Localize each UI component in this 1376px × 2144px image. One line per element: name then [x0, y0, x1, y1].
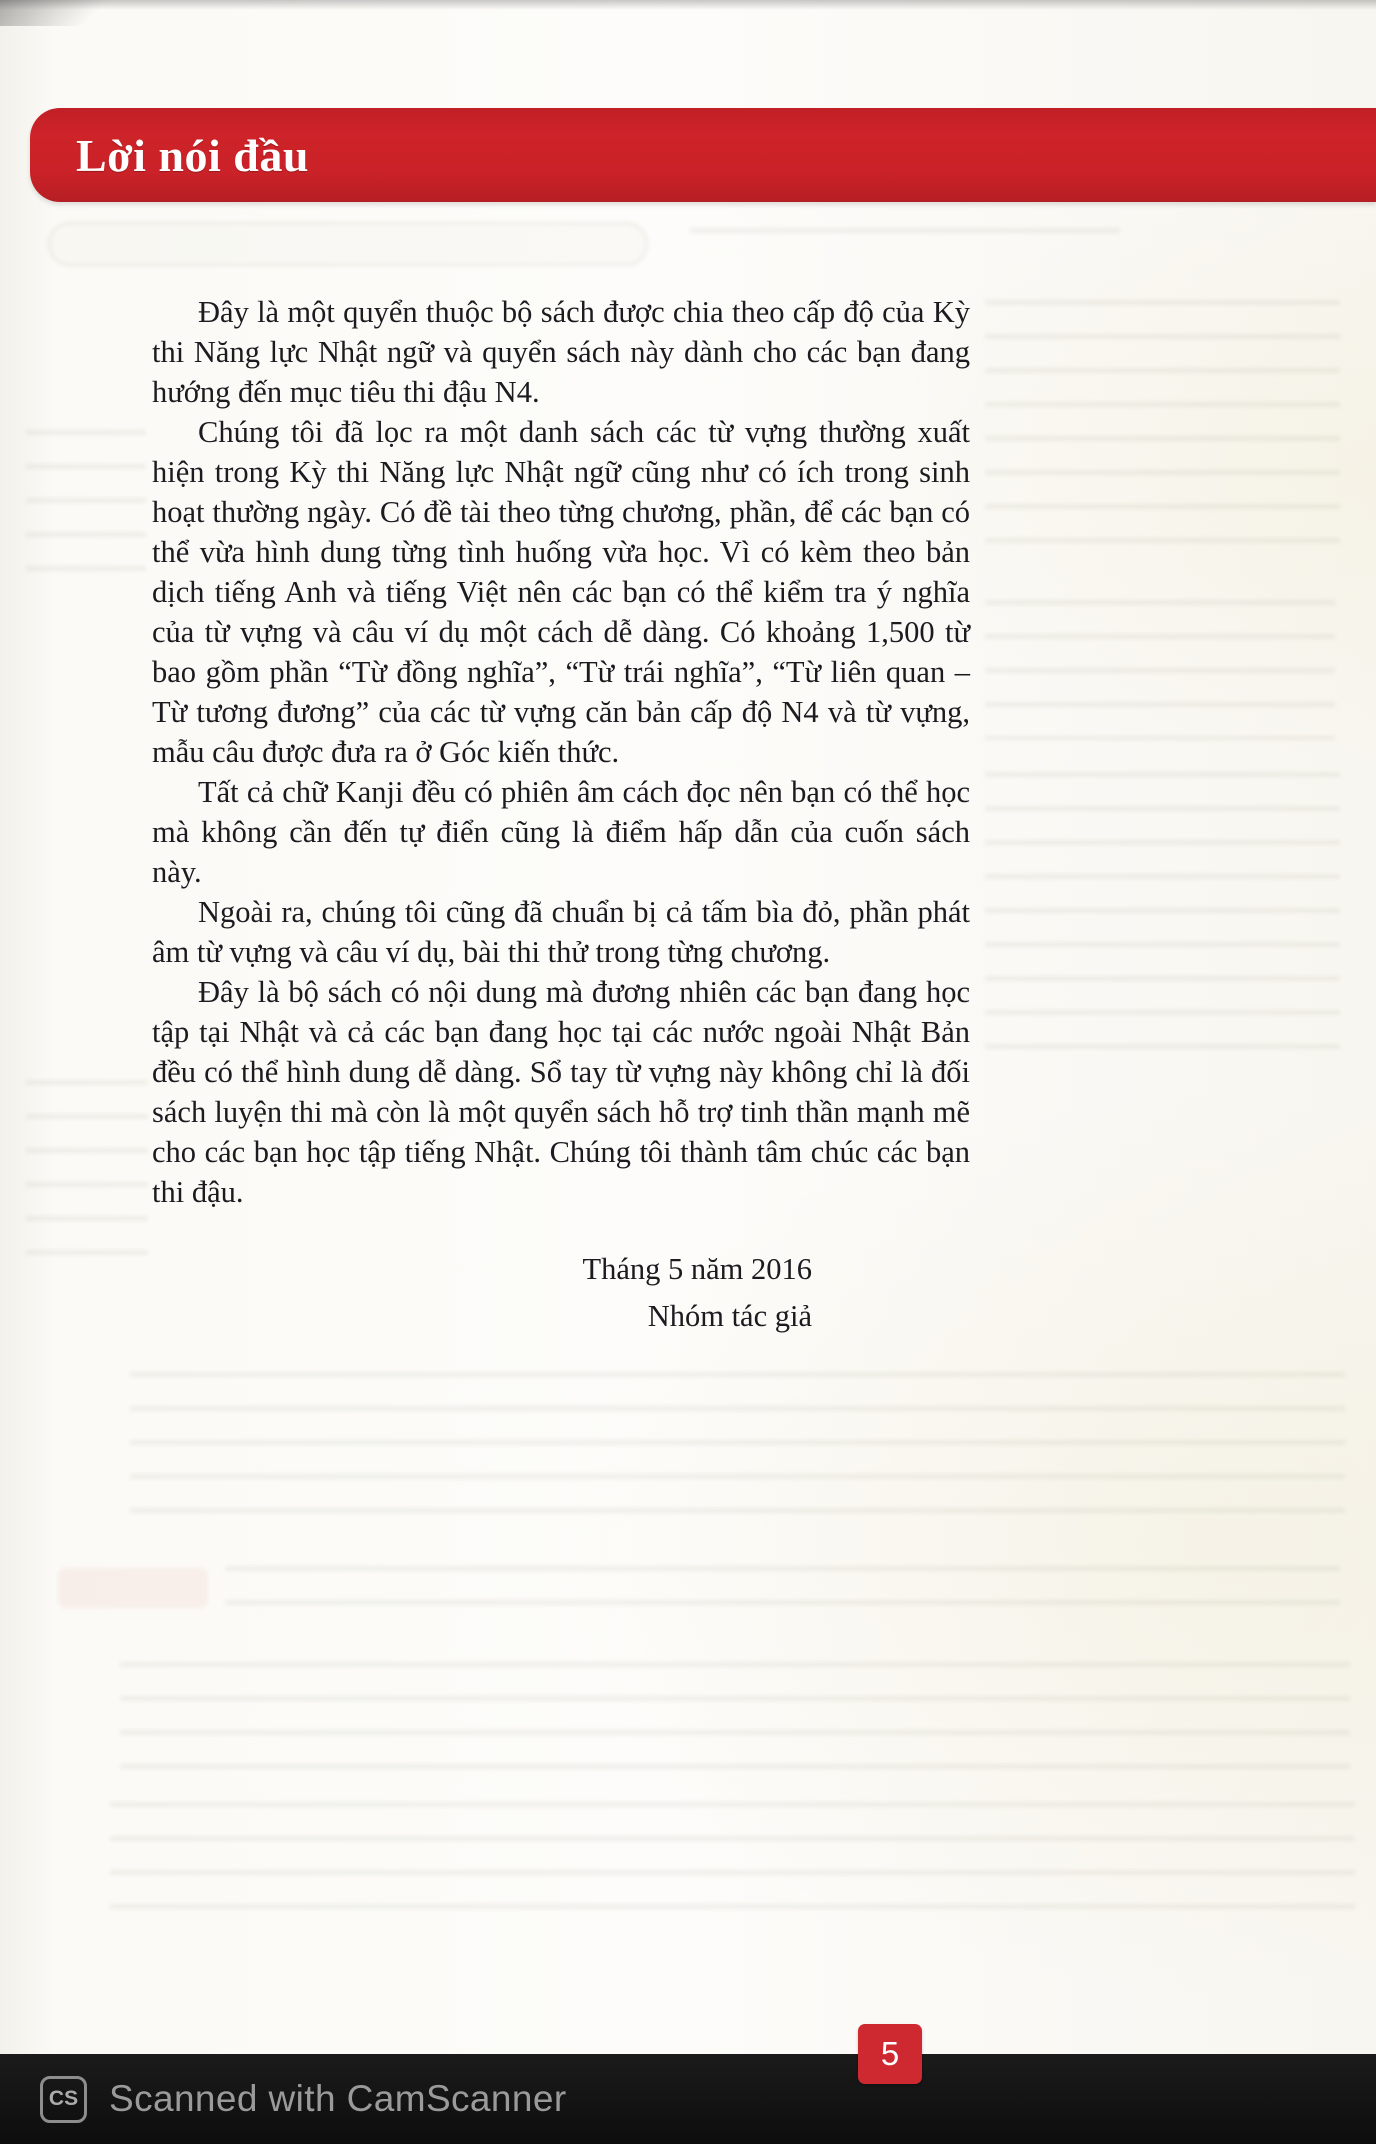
bleedthrough-text	[690, 228, 1120, 254]
camscanner-watermark-text: Scanned with CamScanner	[109, 2078, 567, 2119]
preface-paragraph: Tất cả chữ Kanji đều có phiên âm cách đọc nên bạn có thể học mà không cần đến tự điển cũng là điểm hấp dẫn của cuốn sách này.	[152, 775, 970, 889]
page-number: 5	[880, 2035, 900, 2072]
bleedthrough-text	[130, 1372, 1345, 1520]
scan-edge-shadow	[0, 0, 130, 26]
preface-body	[152, 292, 970, 1340]
camscanner-bar	[0, 2054, 1376, 2144]
bleedthrough-text	[985, 772, 1340, 1072]
camscanner-logo-text: CS	[48, 2087, 79, 2110]
signature-block	[152, 1246, 970, 1340]
bleedthrough-text	[985, 300, 1340, 562]
bleedthrough-text	[26, 430, 146, 580]
preface-paragraph: Ngoài ra, chúng tôi cũng đã chuẩn bị cả tấm bìa đỏ, phần phát âm từ vựng và câu ví dụ, bài thi thử trong từng chương.	[152, 895, 970, 969]
signature-date: Tháng 5 năm 2016	[582, 1252, 812, 1286]
page-number-badge	[858, 2024, 922, 2084]
chapter-banner	[30, 108, 1376, 202]
bleedthrough-text	[110, 1802, 1355, 1910]
bleedthrough-text	[26, 1080, 148, 1270]
page-title: Lời nói đầu	[76, 129, 309, 181]
bleedthrough-banner	[48, 222, 648, 266]
bleedthrough-highlight	[58, 1568, 208, 1608]
bleedthrough-text	[225, 1566, 1340, 1626]
preface-paragraph: Chúng tôi đã lọc ra một danh sách các từ vựng thường xuất hiện trong Kỳ thi Năng lực Nhật ngữ cũng như có ích trong sinh hoạt thường ngày. Có đề tài theo từng chương, phần, để các bạn có thể vừa hình dung từng tình huống vừa học. Vì có kèm theo bản dịch tiếng Anh và tiếng Việt nên các bạn có thể kiểm tra ý nghĩa của từ vựng và câu ví dụ một cách dễ dàng. Có khoảng 1,500 từ bao gồm phần “Từ đồng nghĩa”, “Từ trái nghĩa”, “Từ liên quan – Từ tương đương” của các từ vựng căn bản cấp độ N4 và từ vựng, mẫu câu được đưa ra ở Góc kiến thức.	[152, 415, 970, 769]
preface-paragraph: Đây là bộ sách có nội dung mà đương nhiên các bạn đang học tập tại Nhật và cả các bạn đang học tại các nước ngoài Nhật Bản đều có thể hình dung dễ dàng. Sổ tay từ vựng này không chỉ là đối sách luyện thi mà còn là một quyển sách hỗ trợ tinh thần mạnh mẽ cho các bạn học tập tiếng Nhật. Chúng tôi thành tâm chúc các bạn thi đậu.	[152, 975, 970, 1209]
bleedthrough-text	[985, 600, 1335, 740]
signature-author: Nhóm tác giả	[647, 1299, 812, 1333]
camscanner-logo-icon	[40, 2076, 87, 2123]
preface-paragraph: Đây là một quyển thuộc bộ sách được chia theo cấp độ của Kỳ thi Năng lực Nhật ngữ và quyển sách này dành cho các bạn đang hướng đến mục tiêu thi đậu N4.	[152, 295, 970, 409]
bleedthrough-text	[120, 1662, 1350, 1780]
